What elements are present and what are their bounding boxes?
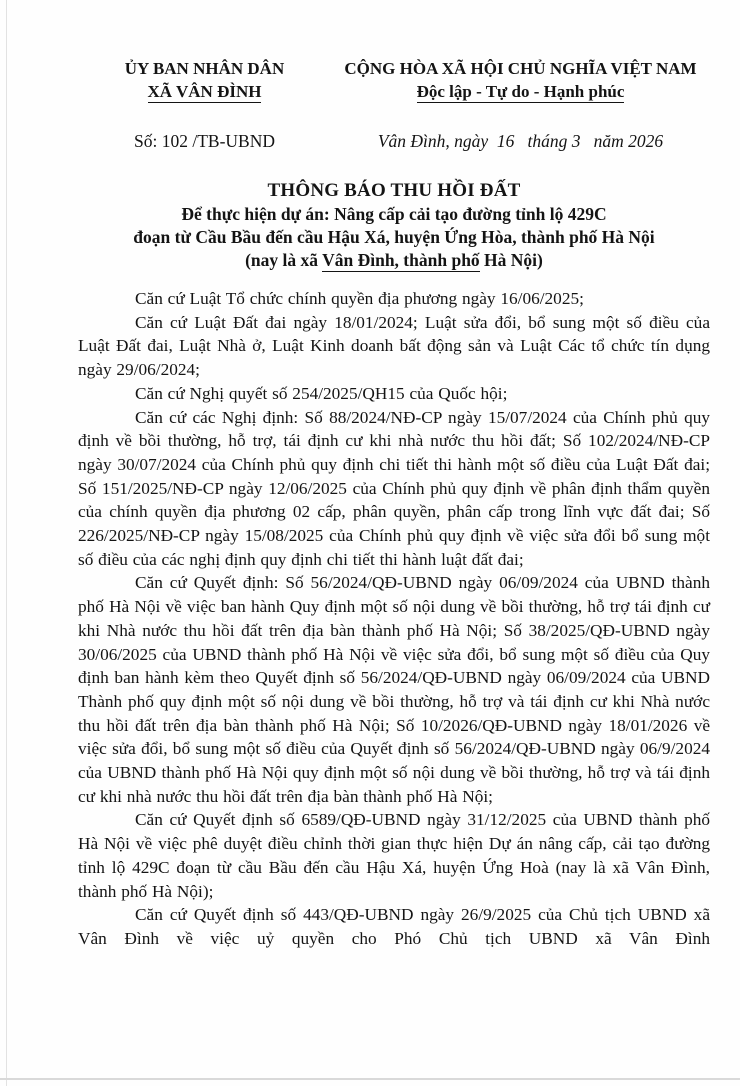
legal-basis-paragraph-3: Căn cứ Nghị quyết số 254/2025/QH15 của Quốc hội; [135, 383, 508, 403]
legal-basis-paragraph-1: Căn cứ Luật Tổ chức chính quyền địa phương ngày 16/06/2025; [135, 289, 584, 308]
legal-basis-paragraph-6: Căn cứ Quyết định số 6589/QĐ-UBND ngày 31/12/2025 của UBND thành phố Hà Nội về việc phê duyệt điều chỉnh thời gian thực hiện Dự án nâng cấp, cải tạo đường tỉnh lộ 429C đoạn từ cầu Bầu đến cầu Hậu Xá, huyện Ứng Hoà (nay là xã Vân Đình, thành phố Hà Nội); [78, 810, 710, 901]
title-line3-prefix: (nay là xã [245, 250, 323, 270]
document-title-block [78, 178, 710, 272]
legal-basis-paragraph-2: Căn cứ Luật Đất đai ngày 18/01/2024; Luật sửa đổi, bổ sung một số điều của Luật Đất đai, Luật Nhà ở, Luật Kinh doanh bất động sản và Luật Các tổ chức tín dụng ngày 29/06/2024; [78, 312, 710, 380]
document-number: Số: 102 /TB-UBND [134, 131, 275, 151]
national-header-line1: CỘNG HÒA XÃ HỘI CHỦ NGHĨA VIỆT NAM [344, 59, 697, 78]
national-motto-line2: Độc lập - Tự do - Hạnh phúc [416, 82, 625, 101]
legal-basis-paragraph-4: Căn cứ các Nghị định: Số 88/2024/NĐ-CP ngày 15/07/2024 của Chính phủ quy định về bồi thường, hỗ trợ, tái định cư khi nhà nước thu hồi đất; Số 102/2024/NĐ-CP ngày 30/07/2024 của Chính phủ quy định chi tiết thi hành một số điều của Luật Đất đai; Số 151/2025/NĐ-CP ngày 12/06/2025 của Chính phủ quy định về phân định thẩm quyền của chính quyền địa phương 02 cấp, phân quyền, phân cấp trong lĩnh vực đất đai; Số 226/2025/NĐ-CP ngày 15/08/2025 của Chính phủ quy định về việc sửa đổi bổ sung một số điều của các nghị định quy định chi tiết thi hành luật đất đai; [78, 407, 710, 569]
title-line3-suffix: Hà Nội) [479, 250, 543, 270]
document-title: THÔNG BÁO THU HỒI ĐẤT [267, 180, 521, 201]
title-line3-underlined: Vân Đình, thành phố [322, 250, 480, 270]
place-and-date-line: Vân Đình, ngày 16 tháng 3 năm 2026 [377, 131, 664, 151]
legal-basis-paragraph-7: Căn cứ Quyết định số 443/QĐ-UBND ngày 26/9/2025 của Chủ tịch UBND xã Vân Đình về việc uỷ quyền cho Phó Chủ tịch UBND xã Vân Đình [78, 905, 710, 948]
document-header [78, 57, 710, 153]
issuing-authority-block [78, 57, 331, 153]
scan-edge-bottom [0, 1078, 740, 1080]
title-subtitle-line2: đoạn từ Cầu Bầu đến cầu Hậu Xá, huyện Ứng Hòa, thành phố Hà Nội [133, 227, 655, 247]
legal-basis-paragraph-5: Căn cứ Quyết định: Số 56/2024/QĐ-UBND ngày 06/09/2024 của UBND thành phố Hà Nội về việc ban hành Quy định một số nội dung về bồi thường, hỗ trợ tái định cư khi Nhà nước thu hồi đất trên địa bàn thành phố Hà Nội; Số 38/2025/QĐ-UBND ngày 30/06/2025 của UBND thành phố Hà Nội về việc sửa đổi, bổ sung một số điều của Quy định ban hành kèm theo Quyết định số 56/2024/QĐ-UBND ngày 06/09/2024 của UBND Thành phố quy định một số nội dung về bồi thường, hỗ trợ và tái định cư khi Nhà nước thu hồi đất trên địa bàn thành phố Hà Nội; Số 10/2026/QĐ-UBND ngày 18/01/2026 về việc sửa đổi, bổ sung một số điều của Quyết định số 56/2024/QĐ-UBND ngày 06/9/2024 của UBND thành phố Hà Nội quy định một số nội dung về bồi thường, hỗ trợ và tái định cư khi nhà nước thu hồi đất trên địa bàn thành phố Hà Nội; [78, 573, 710, 806]
national-motto-block [331, 57, 710, 153]
scan-edge-left [6, 0, 7, 1086]
legal-basis-section [78, 287, 710, 951]
document-content [78, 57, 710, 951]
issuing-authority-line2: XÃ VÂN ĐÌNH [147, 82, 262, 101]
issuing-authority-line1: ỦY BAN NHÂN DÂN [124, 59, 285, 78]
title-subtitle-line3 [78, 249, 710, 272]
title-subtitle-line1: Để thực hiện dự án: Nâng cấp cải tạo đường tỉnh lộ 429C [181, 204, 607, 224]
